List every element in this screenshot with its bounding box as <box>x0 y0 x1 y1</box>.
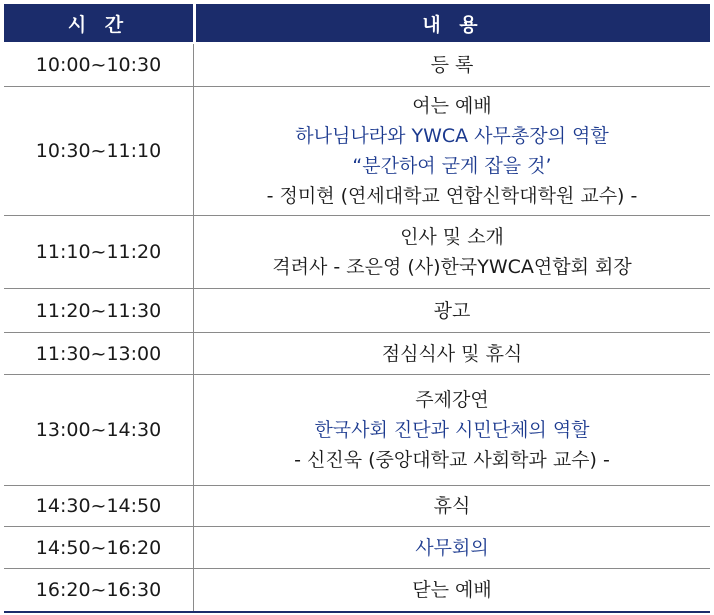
content-cell <box>194 333 710 374</box>
time-cell: 14:50~16:20 <box>4 527 194 568</box>
schedule-row <box>4 44 710 86</box>
content-text: - 신진욱 (중앙대학교 사회학과 교수) - <box>294 449 610 471</box>
highlight-text: 하나님나라와 YWCA 사무총장의 역할 <box>295 125 609 147</box>
highlight-text: “분간하여 굳게 잡을 것’ <box>352 155 552 177</box>
time-cell: 11:20~11:30 <box>4 289 194 332</box>
highlight-text: 한국사회 진단과 시민단체의 역할 <box>314 419 590 441</box>
schedule-table <box>4 44 710 613</box>
schedule-row <box>4 288 710 332</box>
content-cell <box>194 569 710 611</box>
content-text: 주제강연 <box>415 389 489 411</box>
content-cell <box>194 44 710 86</box>
time-cell: 11:10~11:20 <box>4 216 194 288</box>
time-cell: 10:00~10:30 <box>4 44 194 86</box>
content-text: 여는 예배 <box>412 95 492 117</box>
schedule-row <box>4 568 710 611</box>
content-cell <box>194 527 710 568</box>
schedule-row <box>4 215 710 288</box>
content-column-header: 내 용 <box>196 4 710 42</box>
schedule-row <box>4 374 710 485</box>
content-text: 휴식 <box>433 495 471 517</box>
time-cell: 14:30~14:50 <box>4 486 194 526</box>
content-text: 등 록 <box>430 54 474 76</box>
content-text: 점심식사 및 휴식 <box>381 342 523 365</box>
time-cell: 11:30~13:00 <box>4 333 194 374</box>
content-cell <box>194 87 710 215</box>
content-cell <box>194 289 710 332</box>
content-text: 광고 <box>433 299 471 322</box>
schedule-row <box>4 86 710 215</box>
schedule-header <box>0 4 714 42</box>
content-cell <box>194 486 710 526</box>
schedule-row <box>4 332 710 374</box>
content-text: - 정미현 (연세대학교 연합신학대학원 교수) - <box>266 185 638 207</box>
content-cell <box>194 216 710 288</box>
content-cell <box>194 375 710 485</box>
time-column-header: 시 간 <box>4 4 193 42</box>
schedule-row <box>4 526 710 568</box>
time-cell: 13:00~14:30 <box>4 375 194 485</box>
content-text: 격려사 - 조은영 (사)한국YWCA연합회 회장 <box>272 256 632 278</box>
time-cell: 10:30~11:10 <box>4 87 194 215</box>
highlight-text: 사무회의 <box>415 536 489 559</box>
content-text: 인사 및 소개 <box>400 226 504 248</box>
time-cell: 16:20~16:30 <box>4 569 194 611</box>
schedule-row <box>4 485 710 526</box>
content-text: 닫는 예배 <box>412 579 492 601</box>
